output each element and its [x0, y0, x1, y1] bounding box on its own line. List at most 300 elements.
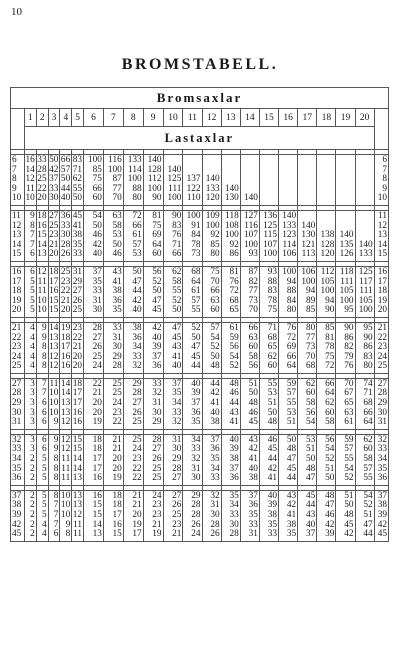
- table-cell: 27: [172, 473, 182, 484]
- table-cell: 33: [72, 249, 83, 260]
- column-number-12: 12: [202, 109, 221, 127]
- table-column-18: [317, 266, 336, 317]
- caption-row-mid: [11, 127, 389, 150]
- table-cell: 5: [41, 500, 47, 511]
- table-cell: 42: [12, 519, 22, 530]
- table-cell: 14: [72, 463, 83, 474]
- table-cell: 11: [73, 519, 83, 530]
- table-cell: 32: [132, 361, 142, 372]
- table-cell: 62: [72, 174, 83, 185]
- table-cell: 37: [229, 463, 239, 474]
- table-cell: 33: [377, 444, 387, 455]
- table-cell: 76: [286, 322, 297, 333]
- table-cell: 12: [37, 266, 47, 277]
- table-column-19: [336, 434, 355, 485]
- table-cell: 45: [191, 351, 201, 362]
- table-column-13: [221, 434, 240, 485]
- table-cell: 45: [248, 417, 258, 428]
- table-cell: 42: [344, 529, 354, 540]
- table-cell: 30: [191, 473, 201, 484]
- table-cell: 88: [286, 286, 297, 297]
- table-cell: 15: [49, 305, 59, 316]
- table-cell: 140: [243, 193, 258, 204]
- table-cell: 18: [112, 490, 122, 501]
- table-cell: 75: [210, 266, 220, 277]
- table-cell: 5: [41, 473, 47, 484]
- table-row-group: [11, 378, 389, 429]
- table-cell: 47: [286, 454, 297, 465]
- table-column-13: [221, 378, 240, 429]
- table-cell: 33: [172, 407, 182, 418]
- table-cell: [317, 194, 334, 204]
- table-cell: 77: [112, 183, 122, 194]
- table-cell: 36: [152, 361, 162, 372]
- table-column-18: [317, 378, 336, 429]
- table-column-4: [60, 210, 72, 261]
- table-cell: 8: [41, 361, 47, 372]
- table-cell: 84: [191, 230, 201, 241]
- table-cell: 71: [363, 388, 373, 399]
- table-cell: 28: [377, 388, 387, 399]
- table-cell: 22: [112, 417, 122, 428]
- table-cell: 57: [191, 295, 201, 306]
- table-cell: [260, 185, 277, 195]
- table-cell: 45: [12, 529, 22, 540]
- table-cell: 15: [92, 500, 102, 511]
- table-column-18: [317, 434, 336, 485]
- table-cell: 36: [12, 473, 22, 484]
- table-cell: 8: [12, 174, 17, 185]
- table-cell: 52: [363, 500, 373, 511]
- table-cell: 16: [72, 407, 83, 418]
- table-cell: 21: [72, 342, 83, 353]
- table-cell: 2: [30, 510, 35, 520]
- table-cell: 42: [325, 519, 335, 530]
- table-cell: 94: [286, 276, 297, 287]
- table-column-10: [163, 378, 183, 429]
- table-cell: 12: [60, 417, 71, 428]
- table-cell: 78: [267, 295, 278, 306]
- table-cell: 35: [92, 276, 102, 287]
- table-cell: 75: [325, 351, 335, 362]
- table-cell: 100: [263, 249, 278, 260]
- table-cell: 63: [248, 332, 258, 343]
- table-cell: 22: [92, 378, 102, 389]
- table-column-9: [143, 210, 163, 261]
- table-column-11: [183, 434, 202, 485]
- table-cell: 18: [60, 332, 71, 343]
- table-cell: 50: [132, 266, 142, 277]
- table-cell: 83: [172, 220, 182, 231]
- table-cell: 47: [305, 473, 316, 484]
- table-column-20: [355, 322, 374, 373]
- table-column-8: [123, 155, 143, 206]
- table-cell: 16: [25, 155, 35, 165]
- table-cell: 38: [132, 322, 142, 333]
- table-column-3: [48, 155, 60, 206]
- table-cell: [356, 212, 373, 222]
- table-cell: 55: [172, 286, 182, 297]
- table-cell: 106: [301, 266, 316, 277]
- table-cell: 66: [210, 286, 220, 297]
- table-column-15: [259, 378, 278, 429]
- table-cell: 58: [112, 220, 122, 231]
- table-cell: 83: [72, 155, 83, 165]
- table-cell: 64: [325, 388, 335, 399]
- table-cell: 33: [12, 444, 22, 455]
- side-label-left: [11, 109, 25, 150]
- table-cell: 2: [30, 454, 35, 465]
- table-cell: 44: [229, 398, 239, 409]
- table-cell: 53: [286, 407, 297, 418]
- table-cell: 140: [224, 183, 239, 194]
- table-cell: 21: [112, 434, 122, 445]
- table-column-13: [221, 155, 240, 206]
- table-cell: 59: [344, 434, 354, 445]
- table-cell: 37: [305, 529, 316, 540]
- table-cell: 50: [305, 454, 316, 465]
- table-cell: 35: [112, 305, 122, 316]
- table-cell: 75: [267, 305, 278, 316]
- table-cell: 34: [210, 463, 220, 474]
- table-cell: 25: [377, 361, 387, 372]
- table-column-16: [279, 210, 298, 261]
- table-cell: [317, 175, 334, 185]
- table-cell: 5: [41, 463, 47, 474]
- table-cell: 41: [267, 473, 278, 484]
- table-cell: 16: [37, 220, 47, 231]
- table-cell: 45: [267, 444, 278, 455]
- table-cell: 64: [152, 239, 162, 250]
- table-cell: 125: [167, 174, 182, 185]
- table-column-14: [240, 210, 259, 261]
- table-cell: 40: [191, 378, 201, 389]
- table-column-9: [143, 322, 163, 373]
- table-cell: 40: [305, 519, 316, 530]
- table-cell: 4: [30, 361, 35, 372]
- table-cell: 50: [286, 434, 297, 445]
- table-cell: 2: [30, 490, 35, 501]
- table-cell: 8: [53, 463, 59, 474]
- table-cell: 10: [49, 407, 59, 418]
- table-column-14: [240, 322, 259, 373]
- table-cell: [279, 175, 296, 185]
- table-cell: 12: [60, 434, 71, 445]
- table-cell: 5: [30, 286, 35, 297]
- table-cell: 71: [267, 322, 278, 333]
- table-cell: 48: [248, 398, 258, 409]
- table-column-9: [143, 490, 163, 541]
- table-cell: 80: [305, 322, 316, 333]
- table-cell: 91: [191, 220, 201, 231]
- table-cell: 5: [30, 295, 35, 306]
- table-column-5: [72, 322, 84, 373]
- table-cell: 26: [92, 342, 102, 353]
- table-cell: 27: [72, 286, 83, 297]
- table-cell: 25: [37, 174, 47, 185]
- table-cell: 37: [152, 351, 162, 362]
- table-cell: 5: [41, 490, 47, 501]
- table-cell: 17: [60, 342, 71, 353]
- table-column-18: [317, 490, 336, 541]
- table-cell: 100: [205, 220, 220, 231]
- table-cell: 51: [267, 398, 278, 409]
- table-cell: 100: [339, 295, 354, 306]
- table-cell: 54: [229, 351, 239, 362]
- table-cell: 33: [112, 322, 122, 333]
- table-cell: 85: [305, 305, 316, 316]
- table-cell: 37: [377, 490, 387, 501]
- table-cell: 48: [210, 361, 220, 372]
- table-cell: 21: [112, 444, 122, 455]
- table-row-group: [11, 210, 389, 261]
- table-cell: 10: [25, 193, 35, 204]
- table-cell: [356, 194, 373, 204]
- table-cell: 29: [132, 378, 142, 389]
- table-cell: 60: [152, 249, 162, 260]
- table-cell: 67: [344, 388, 354, 399]
- table-cell: 54: [344, 463, 354, 474]
- table-cell: 90: [152, 193, 162, 204]
- table-cell: 2: [30, 463, 35, 474]
- table-column-19: [336, 322, 355, 373]
- table-cell: 45: [344, 519, 354, 530]
- table-cell: 64: [191, 276, 201, 287]
- table-cell: 69: [152, 230, 162, 241]
- table-cell: 140: [339, 230, 354, 241]
- table-cell: 57: [344, 444, 354, 455]
- table-cell: 55: [72, 183, 83, 194]
- column-number-9: 9: [143, 109, 163, 127]
- table-cell: 70: [344, 378, 354, 389]
- table-cell: 13: [377, 230, 387, 241]
- table-column-1: [24, 434, 36, 485]
- table-cell: 66: [60, 155, 71, 165]
- table-cell: 6: [41, 407, 47, 418]
- table-cell: 47: [325, 500, 335, 511]
- table-cell: 8: [30, 220, 35, 231]
- table-cell: 15: [72, 434, 83, 445]
- table-cell: 50: [152, 286, 162, 297]
- table-cell: 23: [72, 322, 83, 333]
- table-cell: 41: [286, 510, 297, 520]
- column-number-17: 17: [298, 109, 317, 127]
- table-cell: 17: [92, 463, 102, 474]
- table-column-5: [72, 266, 84, 317]
- table-cell: 46: [267, 434, 278, 445]
- table-cell: 48: [229, 378, 239, 389]
- table-cell: 21: [49, 239, 59, 250]
- table-cell: 66: [92, 183, 102, 194]
- table-cell: 22: [72, 332, 83, 343]
- table-column-10: [163, 322, 183, 373]
- table-cell: 16: [60, 351, 71, 362]
- table-column-3: [48, 322, 60, 373]
- table-cell: [222, 156, 239, 166]
- table-column-17: [298, 434, 317, 485]
- table-cell: 100: [301, 276, 316, 287]
- table-cell: 31: [172, 434, 182, 445]
- table-cell: 12: [60, 444, 71, 455]
- table-cell: 22: [37, 183, 47, 194]
- table-column-20: [355, 434, 374, 485]
- table-cell: 23: [172, 519, 182, 530]
- table-cell: 22: [132, 463, 142, 474]
- table-cell: 42: [286, 500, 297, 511]
- table-cell: 13: [12, 230, 22, 241]
- table-cell: 66: [248, 322, 258, 333]
- table-cell: 15: [37, 230, 47, 241]
- table-column-8: [123, 266, 143, 317]
- table-cell: 92: [210, 230, 220, 241]
- table-cell: 46: [229, 388, 239, 399]
- table-cell: 51: [325, 463, 335, 474]
- table-column-11: [183, 210, 202, 261]
- table-cell: 10: [37, 305, 47, 316]
- table-column-12: [202, 210, 221, 261]
- table-column-9: [143, 155, 163, 206]
- table-cell: 22: [12, 332, 22, 343]
- table-cell: 12: [25, 174, 35, 185]
- table-cell: 41: [72, 220, 83, 231]
- table-column-10: [163, 155, 183, 206]
- table-cell: 33: [267, 529, 278, 540]
- table-column-7: [103, 266, 123, 317]
- table-cell: 59: [286, 378, 297, 389]
- table-column-20: [355, 490, 374, 541]
- table-column-10: [163, 210, 183, 261]
- table-cell: 42: [152, 322, 162, 333]
- table-cell: 16: [60, 361, 71, 372]
- table-cell: 52: [210, 342, 220, 353]
- table-cell: 100: [87, 155, 102, 165]
- table-cell: 68: [191, 266, 201, 277]
- table-cell: 18: [92, 444, 102, 455]
- table-cell: 38: [72, 230, 83, 241]
- table-cell: 44: [60, 183, 71, 194]
- column-number-20: 20: [355, 109, 374, 127]
- table-column-16: [279, 490, 298, 541]
- table-cell: 35: [12, 463, 22, 474]
- table-cell: 20: [72, 351, 83, 362]
- table-column-10: [163, 490, 183, 541]
- table-cell: 60: [363, 444, 373, 455]
- table-cell: 5: [41, 510, 47, 520]
- table-cell: 10: [60, 510, 71, 520]
- table-cell: 50: [72, 193, 83, 204]
- table-cell: 81: [152, 210, 162, 221]
- table-cell: 58: [172, 276, 182, 287]
- table-cell: 17: [72, 388, 83, 399]
- table-cell: [317, 212, 334, 222]
- table-cell: [279, 156, 296, 166]
- table-row-group: [11, 322, 389, 373]
- table-cell: 18: [72, 378, 83, 389]
- bromstal-left: [11, 155, 25, 206]
- table-cell: 107: [263, 239, 278, 250]
- table-cell: 34: [172, 398, 182, 409]
- side-label-right: [374, 109, 388, 150]
- table-cell: 38: [229, 454, 239, 465]
- table-cell: 46: [248, 407, 258, 418]
- table-cell: 13: [60, 407, 71, 418]
- table-column-4: [60, 378, 72, 429]
- table-cell: 36: [60, 210, 71, 221]
- table-column-20: [355, 266, 374, 317]
- table-cell: 125: [358, 266, 373, 277]
- table-cell: 35: [248, 510, 258, 520]
- table-cell: 73: [248, 295, 258, 306]
- table-cell: 33: [152, 378, 162, 389]
- table-cell: 37: [210, 434, 220, 445]
- table-cell: 40: [60, 193, 71, 204]
- table-cell: 23: [152, 510, 162, 520]
- table-column-10: [163, 434, 183, 485]
- table-cell: 30: [377, 407, 387, 418]
- table-cell: 20: [72, 361, 83, 372]
- table-cell: [336, 185, 353, 195]
- table-cell: 107: [243, 230, 258, 241]
- table-cell: 112: [320, 266, 335, 277]
- column-number-11: 11: [183, 109, 202, 127]
- table-column-17: [298, 210, 317, 261]
- table-cell: 41: [210, 398, 220, 409]
- table-cell: 39: [152, 342, 162, 353]
- table-cell: 90: [172, 210, 182, 221]
- table-cell: 8: [53, 490, 59, 501]
- table-cell: 20: [112, 454, 122, 465]
- table-cell: 60: [92, 193, 102, 204]
- table-cell: 36: [210, 444, 220, 455]
- table-cell: 28: [92, 322, 102, 333]
- table-column-19: [336, 155, 355, 206]
- table-cell: 40: [92, 249, 102, 260]
- table-cell: 66: [363, 407, 373, 418]
- table-row-group: [11, 490, 389, 541]
- table-cell: 42: [210, 388, 220, 399]
- table-cell: 39: [229, 444, 239, 455]
- table-column-12: [202, 322, 221, 373]
- table-column-7: [103, 378, 123, 429]
- table-cell: 37: [49, 174, 59, 185]
- table-cell: 39: [12, 510, 22, 520]
- table-column-1: [24, 322, 36, 373]
- table-column-20: [355, 210, 374, 261]
- table-cell: [203, 156, 220, 166]
- table-cell: 9: [53, 434, 59, 445]
- table-cell: 38: [286, 519, 297, 530]
- table-cell: 11: [61, 454, 71, 465]
- table-cell: 16: [49, 286, 59, 297]
- table-cell: 7: [41, 388, 47, 399]
- table-cell: 83: [267, 286, 278, 297]
- table-cell: 42: [248, 444, 258, 455]
- table-column-17: [298, 378, 317, 429]
- column-number-4: 4: [60, 109, 72, 127]
- table-column-14: [240, 434, 259, 485]
- table-column-20: [355, 378, 374, 429]
- table-cell: 140: [167, 164, 182, 175]
- table-cell: 66: [325, 378, 335, 389]
- table-cell: 109: [205, 210, 220, 221]
- table-cell: 58: [363, 454, 373, 465]
- table-cell: 100: [107, 164, 122, 175]
- table-cell: 52: [191, 322, 201, 333]
- table-cell: 100: [147, 183, 162, 194]
- table-column-6: [84, 434, 104, 485]
- table-cell: 34: [229, 500, 239, 511]
- table-cell: 56: [325, 434, 335, 445]
